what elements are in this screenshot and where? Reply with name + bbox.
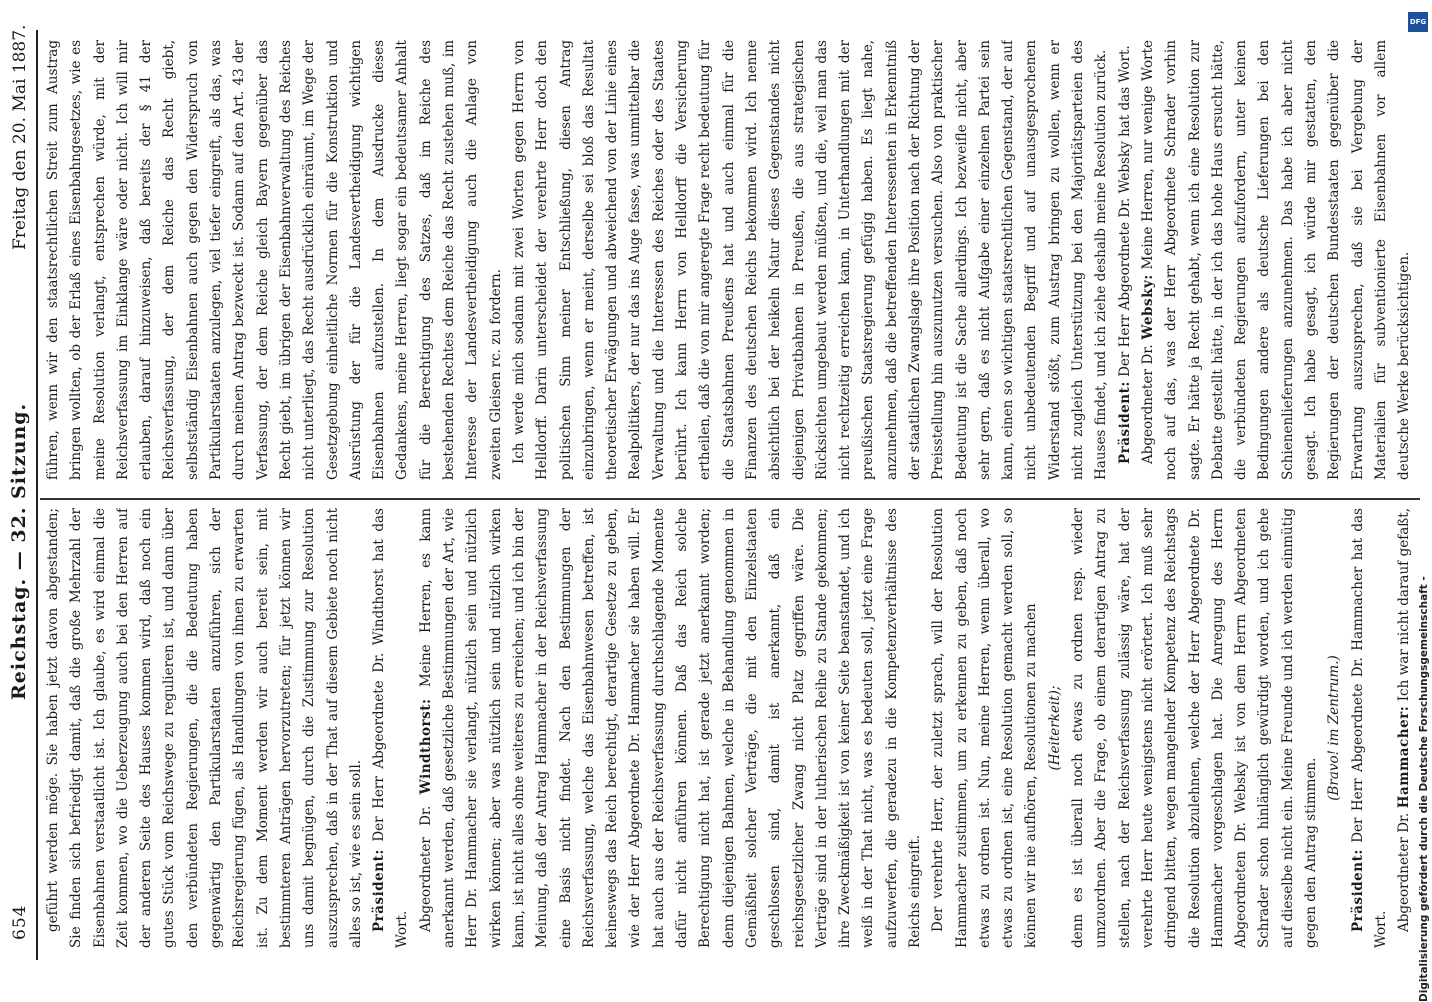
session-date: Freitag den 20. Mai 1887. <box>10 24 30 250</box>
paragraph-text: Meine Herren, nur wenige Worte noch auf das, was der Herr Abgeordnete Schrader vorhin sagte. Er hätte ja Recht gehabt, wenn ich eine Resolution zur Debatte gestellt hätte, in der ich das hohe Haus ersucht hätte, die verbündeten Regierungen aufzufordern, unter keinen Bedingungen andere als deutsche Lieferungen bei den Schienenlieferungen anzunehmen. Das habe ich aber nicht gesagt. Ich habe gesagt, ich würde mir gestatten, den Regierungen der deutschen Bundesstaaten gegenüber die Erwartung auszusprechen, daß sie bei Vergebung der Materialien für subventionierte Eisenbahnen vor allem deutsche Werke berücksichtigen. <box>1139 40 1412 480</box>
right-column <box>42 40 1412 480</box>
paragraph: führen, wenn wir den staatsrechtlichen Streit zum Austrag bringen wollten, ob der Erlaß eines Eisenbahngesetzes, wie es meine Resolution verlangt, entsprechen würde, mit der Reichsverfassung im Einklange wäre oder nicht. Ich will mir erlauben, darauf hinzuweisen, daß bereits der § 41 der Reichsverfassung, der dem Reiche das Recht giebt, selbstständig Eisenbahnen auch gegen den Widerspruch von Partikularstaaten anzulegen, viel tiefer eingreift, als das, was durch meinen Antrag bezweckt ist. Sodann auf den Art. 43 der Verfassung, der dem Reiche gleich Bayern gegenüber das Recht giebt, im übrigen der Eisenbahnverwaltung des Reiches nicht unterliegt, das Recht ausdrücklich einräumt, im Wege der Gesetzgebung einheitliche Normen für die Konstruktion und Ausrüstung der für die Landesvertheidigung wichtigen Eisenbahnen aufzustellen. In dem Ausdrucke dieses Gedankens, meine Herren, liegt sogar ein bedeutsamer Anhalt für die Berechtigung des Satzes, daß im Reiche des bestehenden Rechtes dem Reiche das Recht zustehen muß, im Interesse der Landesvertheidigung auch die Anlage von zweiten Gleisen rc. zu fordern. <box>45 40 504 480</box>
paragraph <box>508 40 1114 480</box>
paragraph-text: Ich werde mich sodann mit zwei Worten gegen Herrn von Helldorff. Darin unterscheidet der verehrte Herr doch den politischen Sinn meiner Entschließung, diesen Antrag einzubringen, wenn er meint, derselbe sei bloß das Resultat theoretischer Erwägungen und abweichend von der Linie eines Realpolitikers, der nur das ins Auge fasse, was unmittelbar die Verwaltung und die Interessen des Reiches oder des Staates berührt. Ich kann Herrn von Helldorff die Versicherung ertheilen, daß die von mir angeregte Frage recht bedeutung für die Staatsbahnen Preußens hat und auch einmal für die Finanzen des deutschen Reichs bekommen wird. Ich nenne absichtlich bei der heikeln Natur dieses Gegenstandes nicht diejenigen Privatbahnen in Preußen, die aus strategischen Rücksichten umgebaut werden müßten, und die, weil man das nicht rechtzeitig erreichen kann, in Unterhandlungen mit der preußischen Staatsregierung gefügig haben. Es liegt nahe, anzunehmen, daß die betreffenden Interessenten in Erkenntniß der staatlichen Zwangslage ihre Position nach der Richtung der Preisstellung hin auszunutzen versuchen. Also von praktischer Bedeutung ist die Sache allerdings. Ich bezweifle nicht, aber sehr gern, daß es nicht Aufgabe einer einzelnen Partei sein kann, einen so wichtigen staatsrechtlichen Gegenstand, der auf nicht unbedeutenden Begriff und auf unausgesprochenen Widerstand stößt, zum Austrag bringen zu wollen, wenn er nicht zugleich Unterstützung bei den Majoritätsparteien des Hauses findet, und ich ziehe deshalb meine Resolution zurück. <box>510 40 1110 480</box>
digitization-credit <box>1404 10 1432 1000</box>
paragraph: denn es ist überall noch etwas zu ordnen resp. wieder umzuordnen. Aber die Frage, ob einem derartigen Antrag zu stellen, nach der Reichsverfassung zulässig wäre, hat der verehrte Herr heute wenigstens nicht erörtert. Ich muß sehr dringend bitten, wegen mangelnder Kompetenz des Reichstags die Resolution abzulehnen, welche der Herr Abgeordnete Dr. Hammacher vorgeschlagen hat. Die Anregung des Herrn Abgeordneten Dr. Websky ist von dem Herrn Abgeordneten Schrader schon hinlänglich gewürdigt worden, und ich gehe auf dieselbe nicht ein. Meine Freunde und ich werden einmütig gegen den Antrag stimmen. <box>1070 508 1320 948</box>
paragraph-text: Der Herr Abgeordnete Dr. Hammacher hat das Wort. <box>1349 508 1389 948</box>
header-rule <box>36 30 38 960</box>
paragraph-text: Der Herr Abgeordnete Dr. Websky hat das Wort. <box>1116 45 1133 382</box>
running-title: Reichstag. — 32. Sitzung. <box>8 402 30 700</box>
paragraph <box>1347 508 1394 948</box>
page-header <box>4 0 34 1000</box>
credit-text: Digitalisierung gefördert durch die Deutsche Forschungsgemeinschaft - <box>1418 576 1430 1002</box>
speaker-name: Websky: <box>1139 274 1156 340</box>
dfg-logo: DFG <box>1408 12 1428 32</box>
speaker-name: Präsident: <box>1116 381 1133 464</box>
speaker-name: Windthorst: <box>417 698 434 795</box>
speaker-name: Präsident: <box>371 849 388 932</box>
paragraph-text: Meine Herren, es kann anerkannt werden, daß gesetzliche Bestimmungen der Art, wie Herr Dr. Hammacher sie verlangt, nützlich sein und nützlich wirken können; aber was nützlich sein und nützlich wirken kann, ist nicht alles ohne weiteres zu erreichen; und ich bin der Meinung, daß der Antrag Hammacher in der Reichsverfassung eine Basis nicht findet. Nach den Bestimmungen der Reichsverfassung, welche das Eisenbahnwesen betreffen, ist keineswegs das Reich berechtigt, derartige Gesetze zu geben, wie der Herr Abgeordnete Dr. Hammacher sie haben will. Er hat auch aus der Reichsverfassung durchschlagende Momente dafür nicht anführen können. Daß das Reich solche Berechtigung nicht hat, ist gerade jetzt anerkannt worden; denn diejenigen Bahnen, welche in Behandlung genommen in Gemäßheit solcher Verträge, die mit den Einzelstaaten geschlossen sind, damit ist anerkannt, daß ein reichsgesetzlicher Zwang nicht Platz gegriffen wäre. Die Verträge sind in der lutherischen Reihe zu Stande gekommen; ihre Zweckmäßigkeit ist von keiner Seite beanstandet, und ich weiß in der That nicht, was es bedeuten soll, jetzt eine Frage aufzuwerfen, die geradezu in die Kompetenzverhältnisse des Reichs eingreift. <box>417 508 923 948</box>
paragraph-text: geführt werden möge. Sie haben jetzt davon abgestanden; Sie finden sich befriedigt damit, daß die große Mehrzahl der Eisenbahnen verstaatlicht ist. Ich glaube, es wird einmal die Zeit kommen, wo die Ueberzeugung auch bei den Herren auf der anderen Seite des Hauses kommen wird, daß noch ein gutes Stück vom Reichswege zu regulieren ist, und dann über den verbündeten Regierungen, die die Bedeutung haben gegenwärtig den Partikularstaaten anzuführen, sich der Reichsregierung fügen, als Handlungen von ihnen zu erwarten ist. Zu dem Moment werden wir auch bereit sein, mit bestimmteren Anträgen hervorzutreten; für jetzt können wir uns damit begnügen, durch die Zustimmung zur Resolution auszusprechen, daß in der That auf diesem Gebiete noch nicht alles so ist, wie es sein soll. <box>45 508 364 948</box>
paragraph <box>368 508 415 948</box>
paragraph <box>42 508 368 948</box>
paragraph <box>1137 40 1412 480</box>
paragraph <box>927 508 1043 948</box>
paragraph <box>415 508 928 948</box>
speaker-name: Hammacher: <box>1396 705 1412 809</box>
paragraph-text: Abgeordneter Dr. <box>1396 808 1412 932</box>
paragraph-text: Abgeordneter Dr. <box>1139 339 1156 464</box>
stage-direction: (Heiterkeit); <box>1046 685 1063 771</box>
left-column <box>42 508 1412 948</box>
paragraph-text: Abgeordneter Dr. <box>417 794 434 932</box>
column-divider <box>40 498 1420 500</box>
paragraph-text: Der Herr Abgeordnete Dr. Windthorst hat das Wort. <box>371 508 411 948</box>
speaker-name: Präsident: <box>1349 849 1366 932</box>
paragraph-text: Der verehrte Herr, der zuletzt sprach, will der Resolution Hammacher zustimmen, um zu erkennen zu geben, daß noch etwas zu ordnen ist. Nun, meine Herren, wenn überall, wo etwas zu ordnen ist, eine Resolution gemacht werden soll, so können wir nie aufhören, Resolutionen zu machen <box>930 508 1040 948</box>
paragraph <box>1114 40 1137 480</box>
stage-direction: (Bravo! im Zentrum.) <box>1326 655 1343 801</box>
page-number: 654 <box>10 904 30 940</box>
paragraph-text: Ich war nicht darauf gefaßt, <box>1396 508 1412 702</box>
